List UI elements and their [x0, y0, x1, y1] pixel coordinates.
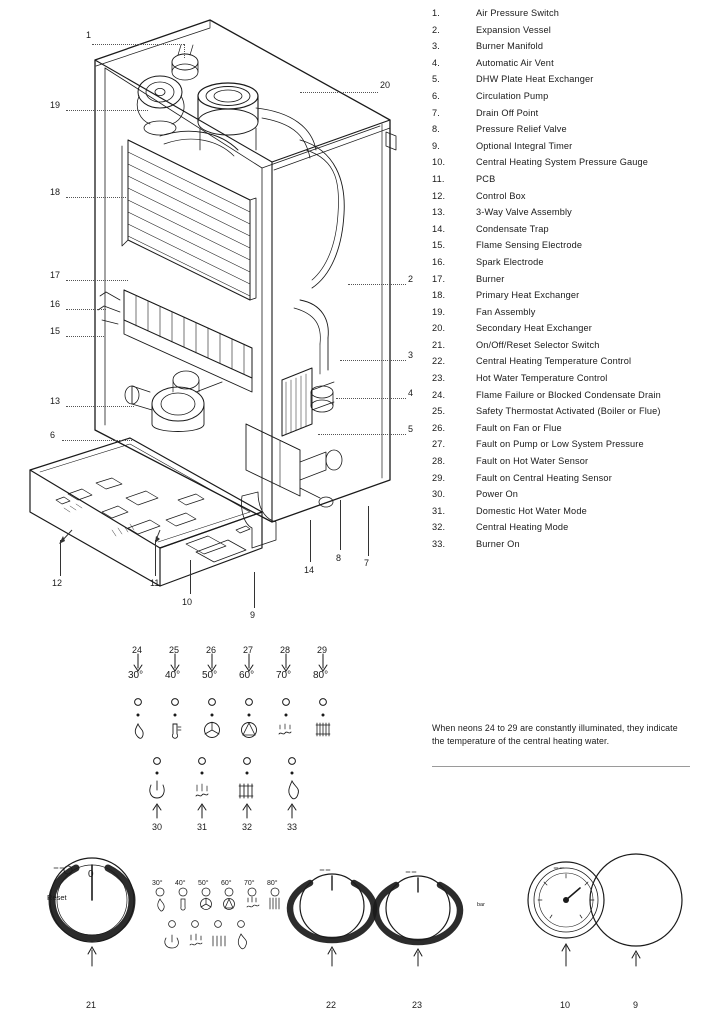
- neon-temp-30: 30°: [128, 670, 144, 681]
- legend-label: On/Off/Reset Selector Switch: [476, 339, 600, 350]
- legend-item: [432, 506, 694, 517]
- legend-label: Primary Heat Exchanger: [476, 290, 580, 301]
- legend-divider: [432, 766, 690, 767]
- legend-num: 25.: [432, 406, 446, 417]
- legend-label: Expansion Vessel: [476, 24, 551, 35]
- legend-label: PCB: [476, 173, 496, 184]
- legend-num: 19.: [432, 306, 446, 317]
- legend-label: DHW Plate Heat Exchanger: [476, 74, 594, 85]
- control-callout-9: 9: [633, 1000, 639, 1010]
- gauge-unit-label: bar: [477, 902, 485, 908]
- neon-temp-80: 80°: [313, 670, 329, 681]
- legend-num: 20.: [432, 323, 446, 334]
- legend-label: Control Box: [476, 190, 526, 201]
- neon-temp-40: 40°: [165, 670, 181, 681]
- callout-5: 5: [408, 424, 414, 434]
- legend-item: [432, 439, 694, 450]
- neon-num-26: 26: [206, 645, 217, 655]
- legend-num: 30.: [432, 489, 446, 500]
- legend-item: [432, 174, 694, 185]
- callout-16: 16: [50, 299, 61, 309]
- legend-item: [432, 406, 694, 417]
- callout-1: 1: [86, 30, 92, 40]
- legend-label: Condensate Trap: [476, 223, 549, 234]
- legend-num: 13.: [432, 207, 446, 218]
- legend-label: Spark Electrode: [476, 256, 544, 267]
- legend-item: [432, 356, 694, 367]
- legend-num: 24.: [432, 389, 446, 400]
- callout-14: 14: [304, 565, 315, 575]
- legend-num: 5.: [432, 74, 440, 85]
- callout-12-arrow: [54, 528, 82, 548]
- legend-num: 3.: [432, 41, 440, 52]
- reset-label: Reset: [47, 893, 67, 902]
- neon-temp-50: 50°: [202, 670, 218, 681]
- legend-item: [432, 473, 694, 484]
- legend-label: Flame Failure or Blocked Condensate Drain: [476, 389, 661, 400]
- legend-label: Drain Off Point: [476, 107, 539, 118]
- legend-num: 7.: [432, 107, 440, 118]
- callout-9: 9: [250, 610, 256, 620]
- scale-40: 40°: [175, 880, 186, 887]
- callout-17: 17: [50, 270, 61, 280]
- neon-temp-70: 70°: [276, 670, 292, 681]
- legend-num: 23.: [432, 373, 446, 384]
- legend-label: Burner Manifold: [476, 41, 544, 52]
- callout-11-arrow: [146, 528, 172, 546]
- neon-num-29: 29: [317, 645, 328, 655]
- legend-num: 33.: [432, 539, 446, 549]
- neon-temp-60: 60°: [239, 670, 255, 681]
- legend-item: [432, 41, 694, 52]
- callout-7: 7: [364, 558, 370, 568]
- legend-item: [432, 489, 694, 500]
- callout-3: 3: [408, 350, 414, 360]
- callout-10: 10: [182, 597, 193, 607]
- legend-num: 31.: [432, 505, 446, 516]
- legend-label: Fan Assembly: [476, 306, 536, 317]
- legend-label: Domestic Hot Water Mode: [476, 505, 587, 516]
- legend-num: 2.: [432, 24, 440, 35]
- legend-label: Hot Water Temperature Control: [476, 373, 608, 384]
- legend-num: 10.: [432, 157, 446, 168]
- scale-70: 70°: [244, 880, 255, 887]
- neon-indicator-panel: [120, 640, 350, 830]
- legend-label: Secondary Heat Exchanger: [476, 323, 592, 334]
- callout-13: 13: [50, 396, 61, 406]
- legend-num: 17.: [432, 273, 446, 284]
- legend-item: [432, 274, 694, 285]
- legend-num: 26.: [432, 422, 446, 433]
- legend-label: Air Pressure Switch: [476, 8, 560, 18]
- legend-label: Automatic Air Vent: [476, 57, 554, 68]
- control-callout-10: 10: [560, 1000, 571, 1010]
- neon-num-30: 30: [152, 822, 163, 832]
- legend-item: [432, 539, 694, 550]
- neon-num-31: 31: [197, 822, 208, 832]
- control-callout-22: 22: [326, 1000, 337, 1010]
- legend-label: Circulation Pump: [476, 90, 549, 101]
- callout-18: 18: [50, 187, 61, 197]
- legend-item: [432, 224, 694, 235]
- legend-item: [432, 191, 694, 202]
- legend-item: [432, 373, 694, 384]
- legend-num: 22.: [432, 356, 446, 367]
- legend-item: [432, 290, 694, 301]
- callout-4: 4: [408, 388, 414, 398]
- legend-num: 6.: [432, 90, 440, 101]
- legend-label: Central Heating Temperature Control: [476, 356, 632, 367]
- legend-num: 28.: [432, 456, 446, 467]
- legend-num: 32.: [432, 522, 446, 533]
- legend-item: [432, 240, 694, 251]
- callout-12: 12: [52, 578, 63, 588]
- legend-label: Fault on Pump or Low System Pressure: [476, 439, 644, 450]
- legend-item: [432, 91, 694, 102]
- callout-11: 11: [150, 578, 160, 588]
- legend-note: When neons 24 to 29 are constantly illuminated, they indicate the temperature of the central heating water.: [432, 723, 678, 746]
- neon-num-24: 24: [132, 645, 143, 655]
- legend-item: [432, 8, 694, 19]
- zero-label: 0: [88, 869, 94, 880]
- control-callout-21: 21: [86, 1000, 97, 1010]
- legend-item: [432, 323, 694, 334]
- legend-label: Power On: [476, 489, 519, 500]
- legend-num: 4.: [432, 57, 440, 68]
- legend-label: Flame Sensing Electrode: [476, 240, 583, 251]
- legend-num: 11.: [432, 173, 445, 184]
- legend-item: [432, 157, 694, 168]
- callout-20: 20: [380, 80, 391, 90]
- legend-num: 16.: [432, 256, 446, 267]
- neon-num-28: 28: [280, 645, 291, 655]
- legend-label: Burner On: [476, 539, 520, 549]
- legend-num: 15.: [432, 240, 446, 251]
- scale-50: 50°: [198, 880, 209, 887]
- legend-item: [432, 257, 694, 268]
- legend-label: Fault on Central Heating Sensor: [476, 472, 612, 483]
- legend-item: [432, 423, 694, 434]
- legend-num: 8.: [432, 124, 440, 135]
- scale-60: 60°: [221, 880, 232, 887]
- legend-item: [432, 141, 694, 152]
- legend-label: Burner: [476, 273, 505, 284]
- legend-item: [432, 207, 694, 218]
- legend-label: Safety Thermostat Activated (Boiler or Flue): [476, 406, 661, 417]
- neon-num-33: 33: [287, 822, 298, 832]
- legend-list: [432, 8, 694, 556]
- legend-label: 3-Way Valve Assembly: [476, 207, 572, 218]
- legend-item: [432, 307, 694, 318]
- legend-item: [432, 522, 694, 533]
- callout-19: 19: [50, 100, 61, 110]
- legend-item: [432, 456, 694, 467]
- neon-num-27: 27: [243, 645, 254, 655]
- legend-item: [432, 58, 694, 69]
- legend-num: 14.: [432, 223, 446, 234]
- legend-num: 1.: [432, 8, 440, 18]
- neon-num-25: 25: [169, 645, 180, 655]
- legend-label: Optional Integral Timer: [476, 140, 573, 151]
- legend-num: 9.: [432, 140, 440, 151]
- legend-label: Central Heating System Pressure Gauge: [476, 157, 649, 168]
- legend-num: 18.: [432, 290, 446, 301]
- callout-2: 2: [408, 274, 414, 284]
- callout-6: 6: [50, 430, 56, 440]
- legend-item: [432, 390, 694, 401]
- controls-row-diagram: [20, 838, 683, 968]
- legend-item: [432, 340, 694, 351]
- legend-item: [432, 74, 694, 85]
- callout-8: 8: [336, 553, 342, 563]
- scale-30: 30°: [152, 880, 163, 887]
- legend-num: 27.: [432, 439, 446, 450]
- scale-80: 80°: [267, 880, 278, 887]
- legend-num: 21.: [432, 339, 446, 350]
- callout-15: 15: [50, 326, 61, 336]
- neon-num-32: 32: [242, 822, 253, 832]
- legend-item: [432, 108, 694, 119]
- legend-label: Fault on Fan or Flue: [476, 422, 562, 433]
- legend-item: [432, 124, 694, 135]
- control-callout-23: 23: [412, 1000, 423, 1010]
- legend-label: Fault on Hot Water Sensor: [476, 456, 589, 467]
- legend-label: Central Heating Mode: [476, 522, 569, 533]
- legend-num: 12.: [432, 190, 446, 201]
- legend-label: Pressure Relief Valve: [476, 124, 567, 135]
- legend-num: 29.: [432, 472, 446, 483]
- legend-item: [432, 25, 694, 36]
